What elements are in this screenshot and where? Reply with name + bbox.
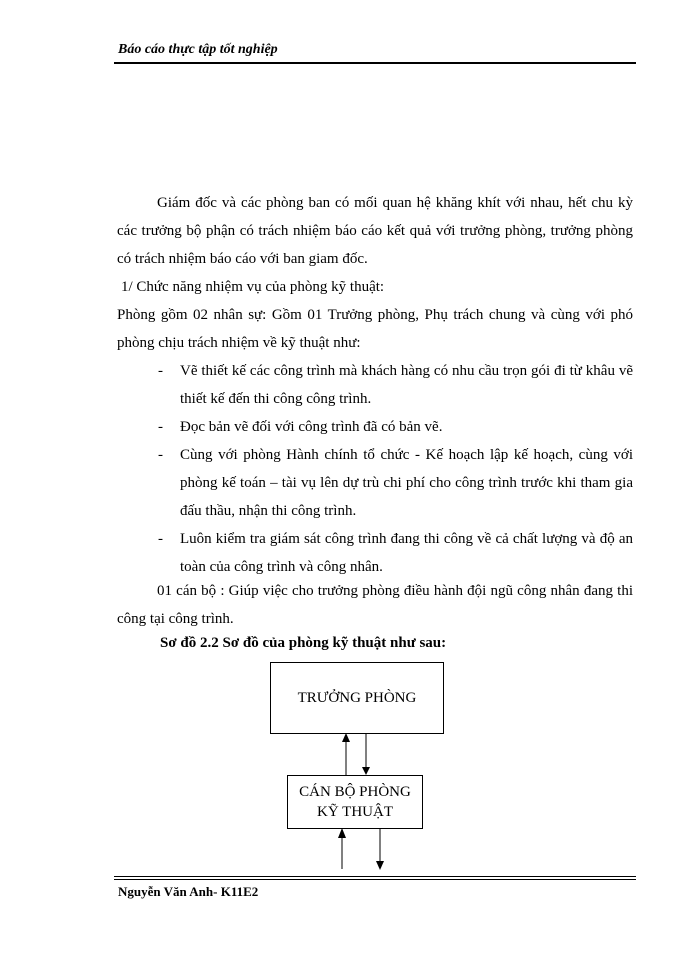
list-item-text: Luôn kiểm tra giám sát công trình đang thi công về cả chất lượng và độ an toàn của công trình và công nhân. [180,531,633,575]
arrow-up-head-lower [338,828,346,838]
arrow-down-head [362,767,370,775]
diagram-box-head-label: TRƯỞNG PHÒNG [297,690,417,706]
footer-author: Nguyễn Văn Anh- K11E2 [118,884,259,899]
bullet-dash: - [158,363,163,379]
bullet-dash: - [158,531,163,547]
diagram-box-staff-label-2: KỸ THUẬT [317,804,393,820]
list-item-text: Cùng với phòng Hành chính tổ chức - Kế hoạch lập kế hoạch, cùng với phòng kế toán – tài vụ lên dự trù chi phí cho công trình trước khi tham gia đấu thầu, nhận thi công trình. [180,447,633,519]
staff-paragraph: Phòng gồm 02 nhân sự: Gồm 01 Trưởng phòng, Phụ trách chung và cùng với phó phòng chịu trách nhiệm về kỹ thuật như: [117,307,633,351]
list-item-text: Vẽ thiết kế các công trình mà khách hàng có nhu cầu trọn gói đi từ khâu vẽ thiết kế đến thi công công trình. [180,363,633,407]
footer-rule-top [114,876,636,877]
diagram-box-staff-label-1: CÁN BỘ PHÒNG [299,784,411,800]
page-header-title: Báo cáo thực tập tốt nghiệp [118,42,278,57]
arrow-up-head [342,733,350,742]
diagram-title: Sơ đồ 2.2 Sơ đồ của phòng kỹ thuật như sau: [160,635,447,651]
arrow-down-head-lower [376,861,384,870]
section-heading: 1/ Chức năng nhiệm vụ của phòng kỹ thuật: [121,279,385,295]
list-item-text: Đọc bản vẽ đối với công trình đã có bản vẽ. [180,419,443,435]
intro-paragraph: Giám đốc và các phòng ban có mối quan hệ khăng khít với nhau, hết chu kỳ các trưởng bộ phận có trách nhiệm báo cáo kết quả với trưởng phòng, trưởng phòng có trách nhiệm báo cáo với ban giam đốc. [117,195,633,267]
footer-rule-bottom [114,879,636,880]
bullet-dash: - [158,419,163,435]
bullet-dash: - [158,447,163,463]
staff-role-paragraph: 01 cán bộ : Giúp việc cho trưởng phòng điều hành đội ngũ công nhân đang thi công tại công trình. [117,583,633,627]
